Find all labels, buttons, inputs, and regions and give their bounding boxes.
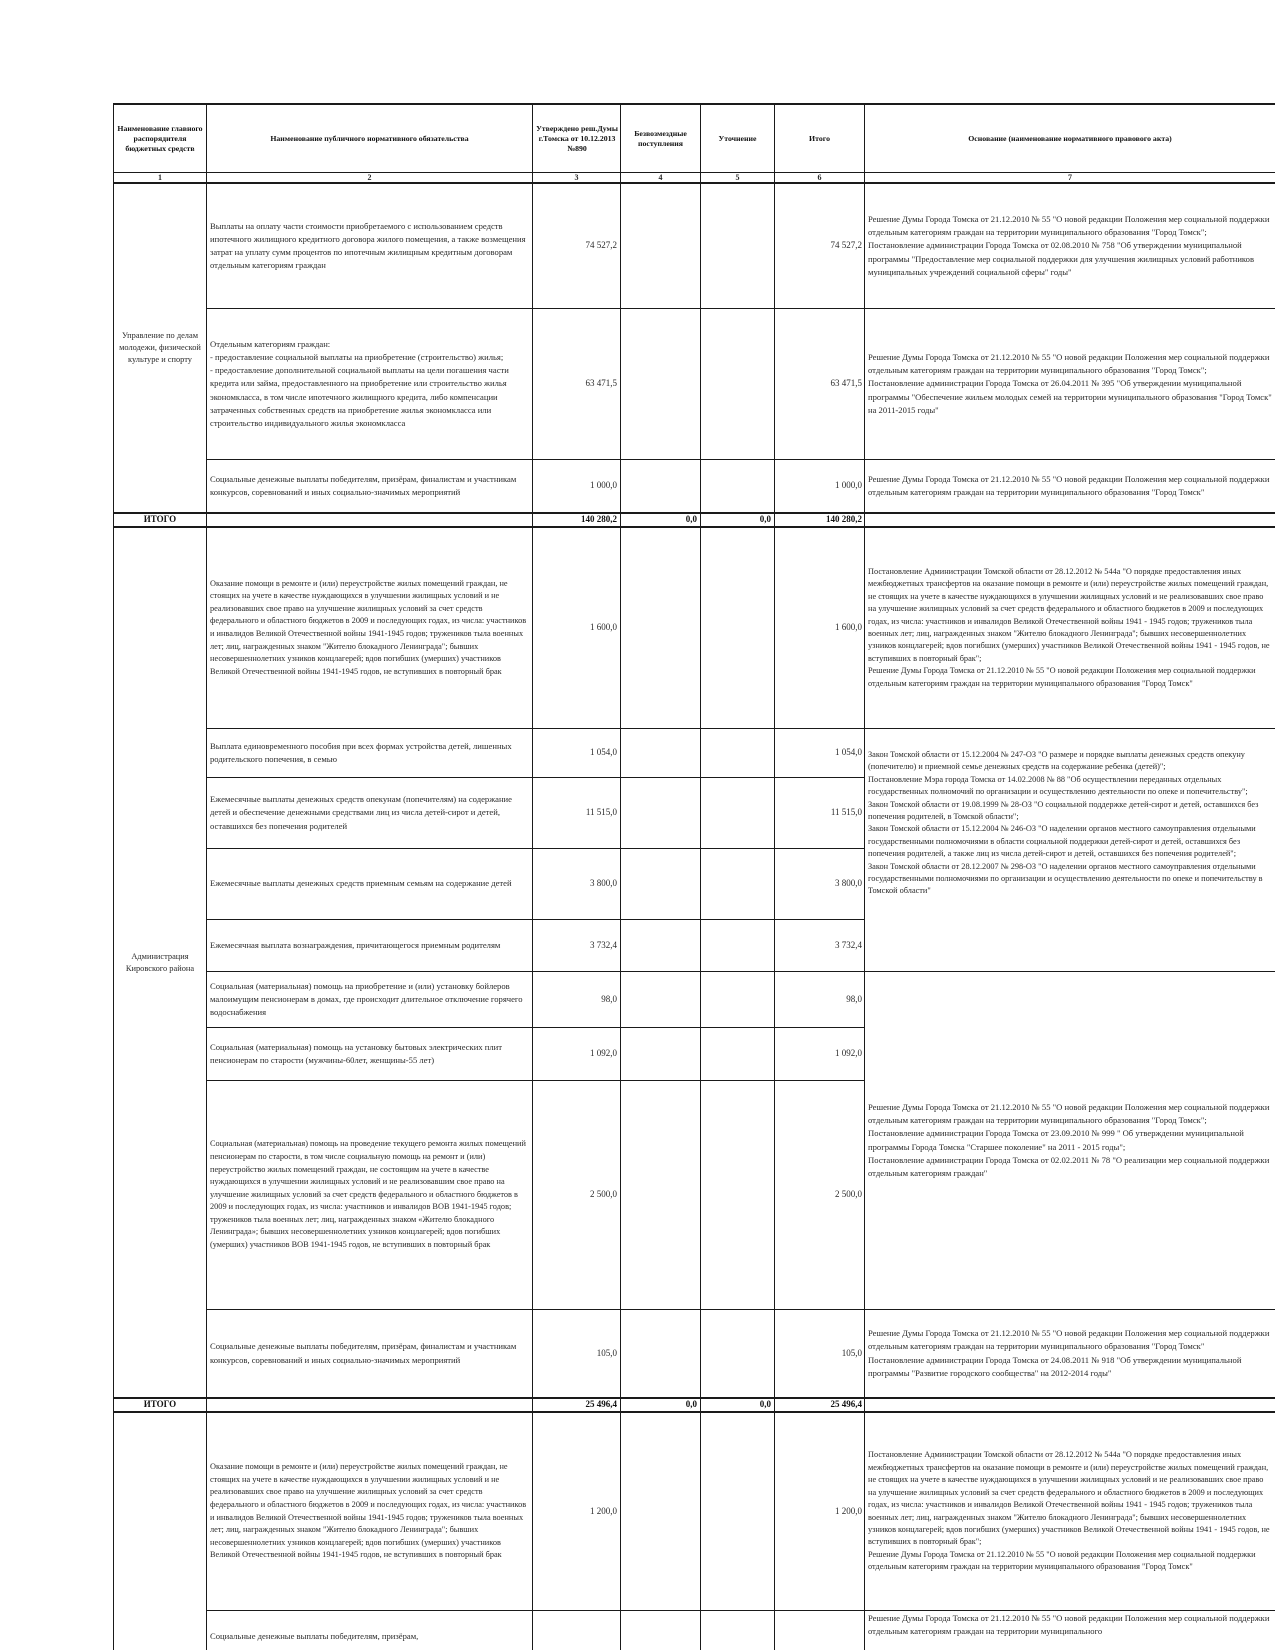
basis-cell-merged: Решение Думы Города Томска от 21.12.2010 № 55 "О новой редакции Положения мер социальной поддержки отдельным категориям граждан на территории муниципального образования "Город Томск"; Постановление администрации Города Томска от 23.09.2010 № 999 " Об утверждении муниципальной программы Города Томска "Старшее поколение" на 2011 - 2015 годы"; Постановление администрации Города Томска от 02.02.2011 № 78 "О реализации мер социальной поддержки отдельным категориям граждан" (868, 1101, 1270, 1178)
total-cell: 105,0 (841, 1347, 862, 1358)
col-line-6 (864, 103, 865, 1650)
itogo-label: ИТОГО (143, 514, 177, 525)
approved-cell: 1 054,0 (590, 747, 617, 758)
obligation-cell: Социальные денежные выплаты победителям, призёрам, (210, 1631, 419, 1641)
total-cell: 98,0 (846, 993, 862, 1004)
approved-cell: 63 471,5 (585, 378, 617, 389)
approved-cell: 1 200,0 (590, 1505, 617, 1516)
obligation-cell: Социальная (материальная) помощь на проведение текущего ремонта жилых помещений пенсионерам по старости, в том числе социальную помощь на ремонт и (или) переустройство жилых помещений граждан, не состоящим на учете в качестве нуждающихся в улучшении жилищных условий и не реализовавшим свое право на улучшение жилищных условий за счет средств федерального и областного бюджетов в 2009 и последующих годах, из числа: участников и инвалидов ВОВ 1941-1945 годов; тружеников тыла военных лет; лиц, награжденных знаком «Жителю блокадного Ленинграда»; бывших несовершеннолетних узников концлагерей; вдов погибших (умерших) участников ВОВ 1941-1945 годов, не вступивших в повторный брак (210, 1139, 526, 1250)
approved-cell: 1 600,0 (590, 622, 617, 633)
approved-cell: 1 000,0 (590, 480, 617, 491)
colnum-3: 3 (574, 173, 579, 182)
colnum-7: 7 (1068, 173, 1072, 182)
col-line-4 (700, 103, 701, 1650)
total-cell: 1 000,0 (835, 480, 862, 491)
obligation-cell: Социальная (материальная) помощь на приобретение и (или) установку бойлеров малоимущим пенсионерам в домах, где происходит длительное отключение горячего водоснабжения (210, 980, 523, 1018)
basis-cell: Решение Думы Города Томска от 21.12.2010 № 55 "О новой редакции Положения мер социальной поддержки отдельным категориям граждан на территории муниципального образования "Город Томск" Постановление администрации Города Томска от 24.08.2011 № 918 "Об утверждении муниципальной программы "Развитие городского сообщества" на 2012-2014 годы" (868, 1328, 1270, 1378)
total-cell: 2 500,0 (835, 1189, 862, 1200)
total-cell: 1 092,0 (835, 1048, 862, 1059)
approved-cell: 2 500,0 (590, 1189, 617, 1200)
obligation-cell: Оказание помощи в ремонте и (или) переустройстве жилых помещений граждан, не стоящих на учете в качестве нуждающихся в улучшении жилищных условий и не реализовавших свое право на улучшение жилищных условий за счет средств федерального и областного бюджетов в 2009 и последующих годах, из числа: участников и инвалидов Великой Отечественной войны 1941-1945 годов; тружеников тыла военных лет; лиц, награжденных знаком "Жителю блокадного Ленинграда"; бывших несовершеннолетних узников концлагерей; вдов погибших (умерших) участников Великой Отечественной войны 1941-1945 годов, не вступивших в повторный брак (210, 1462, 527, 1560)
obligation-cell: Выплаты на оплату части стоимости приобретаемого с использованием средств ипотечного жилищного кредитного договора жилого помещения, а также возмещения затрат на уплату сумм процентов по ипотечным жилищным кредитным договорам отдельным категориям граждан (210, 220, 526, 271)
itogo-total: 25 496,4 (830, 1399, 862, 1410)
basis-cell: Решение Думы Города Томска от 21.12.2010 № 55 "О новой редакции Положения мер социальной поддержки отдельным категориям граждан на территории муниципального образования "Город Томск"; Постановление администрации Города Томска от 02.08.2010 № 758 "Об утверждении муниципальной программы "Предоставление мер социальной поддержки для улучшения жилищных условий работников муниципальных учреждений социальной сферы" годы" (868, 213, 1270, 277)
header-col4: Безвозмездные поступления (634, 128, 687, 148)
basis-cell: Решение Думы Города Томска от 21.12.2010 № 55 "О новой редакции Положения мер социальной поддержки отдельным категориям граждан на территории муниципального (868, 1613, 1270, 1637)
basis-cell: Постановление Администрации Томской области от 28.12.2012 № 544а "О порядке предоставления иных межбюджетных трансфертов на оказание помощи в ремонте и (или) переустройстве жилых помещений граждан, не стоящих на учете в качестве нуждающихся в улучшении жилищных условий и не реализовавших свое право на улучшение жилищных условий за счет средств федерального и областного бюджетов в 2009 и последующих годах, из числа: участников и инвалидов Великой Отечественной войны 1941 - 1945 годов; тружеников тыла военных лет; лиц, награжденных знаком "Жителю блокадного Ленинграда"; бывших несовершеннолетних узников концлагерей; вдов погибших (умерших) участников Великой Отечественной войны 1941 - 1945 годов, не вступивших в повторный брак"; Решение Думы Города Томска от 21.12.2010 № 55 "О новой редакции Положения мер социальной поддержки отдельным категориям граждан на территории муниципального образования "Город Томск" (868, 1450, 1270, 1572)
basis-cell: Постановление Администрации Томской области от 28.12.2012 № 544а "О порядке предоставления иных межбюджетных трансфертов на оказание помощи в ремонте и (или) переустройстве жилых помещений граждан, не стоящих на учете в качестве нуждающихся в улучшении жилищных условий и не реализовавших свое право на улучшение жилищных условий за счет средств федерального и областного бюджетов в 2009 и последующих годах, из числа: участников и инвалидов Великой Отечественной войны 1941 - 1945 годов; тружеников тыла военных лет; лиц, награжденных знаком "Жителю блокадного Ленинграда"; бывших несовершеннолетних узников концлагерей; вдов погибших (умерших) участников Великой Отечественной войны 1941 - 1945 годов, не вступивших в повторный брак"; Решение Думы Города Томска от 21.12.2010 № 55 "О новой редакции Положения мер социальной поддержки отдельным категориям граждан на территории муниципального образования "Город Томск" (868, 566, 1270, 688)
header-col5: Уточнение (718, 133, 757, 143)
obligation-cell: Ежемесячная выплата вознаграждения, причитающегося приемным родителям (210, 939, 501, 950)
obligation-cell: Выплата единовременного пособия при всех формах устройства детей, лишенных родительского попечения, в семью (210, 740, 512, 764)
total-cell: 1 200,0 (835, 1505, 862, 1516)
obligation-cell: Ежемесячные выплаты денежных средств опекунам (попечителям) на содержание детей и обеспечение денежными средствами лиц из числа детей-сирот и детей, оставшихся без попечения родителей (210, 794, 512, 831)
obligation-cell: Ежемесячные выплаты денежных средств приемным семьям на содержание детей (210, 878, 512, 889)
header-col3: Утверждено реш.Думы г.Томска от 10.12.2013 №890 (536, 123, 618, 153)
row-divider (206, 1610, 1275, 1611)
total-cell: 11 515,0 (830, 807, 862, 818)
basis-cell: Решение Думы Города Томска от 21.12.2010 № 55 "О новой редакции Положения мер социальной поддержки отдельным категориям граждан на территории муниципального образования "Город Томск" (868, 473, 1270, 497)
obligation-cell: Отдельным категориям граждан: - предоставление социальной выплаты на приобретение (строительство) жилья; - предоставление дополнительной социальной выплаты на цели погашения части кредита или займа, предоставленного на приобретение или строительство жилья экономкласса, в том числе ипотечного жилищного кредита, либо компенсации затраченных собственных средств на приобретение жилья экономкласса или строительство индивидуального жилья экономкласса (210, 338, 509, 428)
colnum-5: 5 (735, 173, 740, 182)
approved-cell: 105,0 (596, 1347, 617, 1358)
header-col1: Наименование главного распорядителя бюджетных средств (117, 123, 203, 153)
total-cell: 1 600,0 (835, 622, 862, 633)
col-line-3 (620, 103, 621, 1650)
obligation-cell: Социальные денежные выплаты победителям, призёрам, финалистам и участникам конкурсов, соревнований и иных социально-значимых мероприятий (210, 473, 517, 497)
itogo-changes: 0,0 (759, 1399, 771, 1410)
itogo-approved: 25 496,4 (585, 1399, 617, 1410)
obligation-cell: Оказание помощи в ремонте и (или) переустройстве жилых помещений граждан, не стоящих на учете в качестве нуждающихся в улучшении жилищных условий и не реализовавших свое право на улучшение жилищных условий за счет средств федерального и областного бюджетов в 2009 и последующих годах, из числа: участников и инвалидов Великой Отечественной войны 1941-1945 годов; тружеников тыла военных лет; лиц, награжденных знаком "Жителю блокадного Ленинграда"; бывших несовершеннолетних узников концлагерей; вдов погибших (умерших) участников Великой Отечественной войны 1941-1945 годов, не вступивших в повторный брак (210, 578, 527, 676)
itogo-approved: 140 280,2 (581, 514, 617, 525)
header-col2: Наименование публичного нормативного обязательства (270, 133, 469, 143)
total-cell: 74 527,2 (830, 240, 862, 251)
colnum-6: 6 (817, 173, 822, 182)
total-cell: 1 054,0 (835, 747, 862, 758)
approved-cell: 3 732,4 (590, 939, 617, 950)
basis-cell-merged: Закон Томской области от 15.12.2004 № 247-ОЗ "О размере и порядке выплаты денежных средств опекуну (попечителю) и приемной семье денежных средств на содержание ребенка (детей)"; Постановление Мэра города Томска от 14.02.2008 № 88 "Об осуществлении переданных отдельных государственных полномочий по организации и осуществлению деятельности по опеке и попечительству"; Закон Томской области от 19.08.1999 № 28-ОЗ "О социальной поддержке детей-сирот и детей, оставшихся без попечения родителей, в Томской области"; Закон Томской области от 15.12.2004 № 246-ОЗ "О наделении органов местного самоуправления отдельными государственными полномочиями в области социальной поддержки детей-сирот и детей, оставшихся без попечения родителей, а также лиц из числа детей-сирот и детей, оставшихся без попечения родителей"; Закон Томской области от 28.12.2007 № 298-ОЗ "О наделении органов местного самоуправления отдельными государственными полномочиями по организации и осуществлению деятельности по опеке и попечительству в Томской области" (868, 750, 1263, 896)
approved-cell: 74 527,2 (585, 240, 617, 251)
approved-cell: 11 515,0 (585, 807, 617, 818)
group-name: Администрация Кировского района (125, 951, 195, 973)
total-cell: 3 800,0 (835, 878, 862, 889)
colnum-2: 2 (367, 173, 372, 182)
total-cell: 63 471,5 (830, 378, 862, 389)
itogo-label: ИТОГО (143, 1399, 177, 1410)
header-col7: Основание (наименование нормативного правового акта) (968, 133, 1172, 143)
colnum-4: 4 (658, 173, 663, 182)
approved-cell: 98,0 (601, 993, 617, 1004)
approved-cell: 3 800,0 (590, 878, 617, 889)
itogo-grants: 0,0 (685, 1399, 697, 1410)
group-name: Управление по делам молодежи, физической культуре и спорту (119, 331, 201, 364)
header-col6: Итого (809, 133, 830, 143)
col-line-1 (206, 103, 207, 1650)
obligation-cell: Социальные денежные выплаты победителям, призёрам, финалистам и участникам конкурсов, соревнований и иных социально-значимых мероприятий (210, 1341, 517, 1365)
colnum-1: 1 (158, 173, 162, 182)
obligation-cell: Социальная (материальная) помощь на установку бытовых электрических плит пенсионерам по старости (мужчины-60лет, женщины-55 лет) (210, 1041, 503, 1065)
total-cell: 3 732,4 (835, 939, 862, 950)
approved-cell: 1 092,0 (590, 1048, 617, 1059)
itogo-total: 140 280,2 (826, 514, 862, 525)
basis-cell: Решение Думы Города Томска от 21.12.2010 № 55 "О новой редакции Положения мер социальной поддержки отдельным категориям граждан на территории муниципального образования "Город Томск"; Постановление администрации Города Томска от 26.04.2011 № 395 "Об утверждении муниципальной программы "Обеспечение жильем молодых семей на территории муниципального образования "Город Томск" на 2011-2015 годы" (868, 351, 1272, 415)
itogo-grants: 0,0 (685, 514, 697, 525)
itogo-changes: 0,0 (759, 514, 771, 525)
